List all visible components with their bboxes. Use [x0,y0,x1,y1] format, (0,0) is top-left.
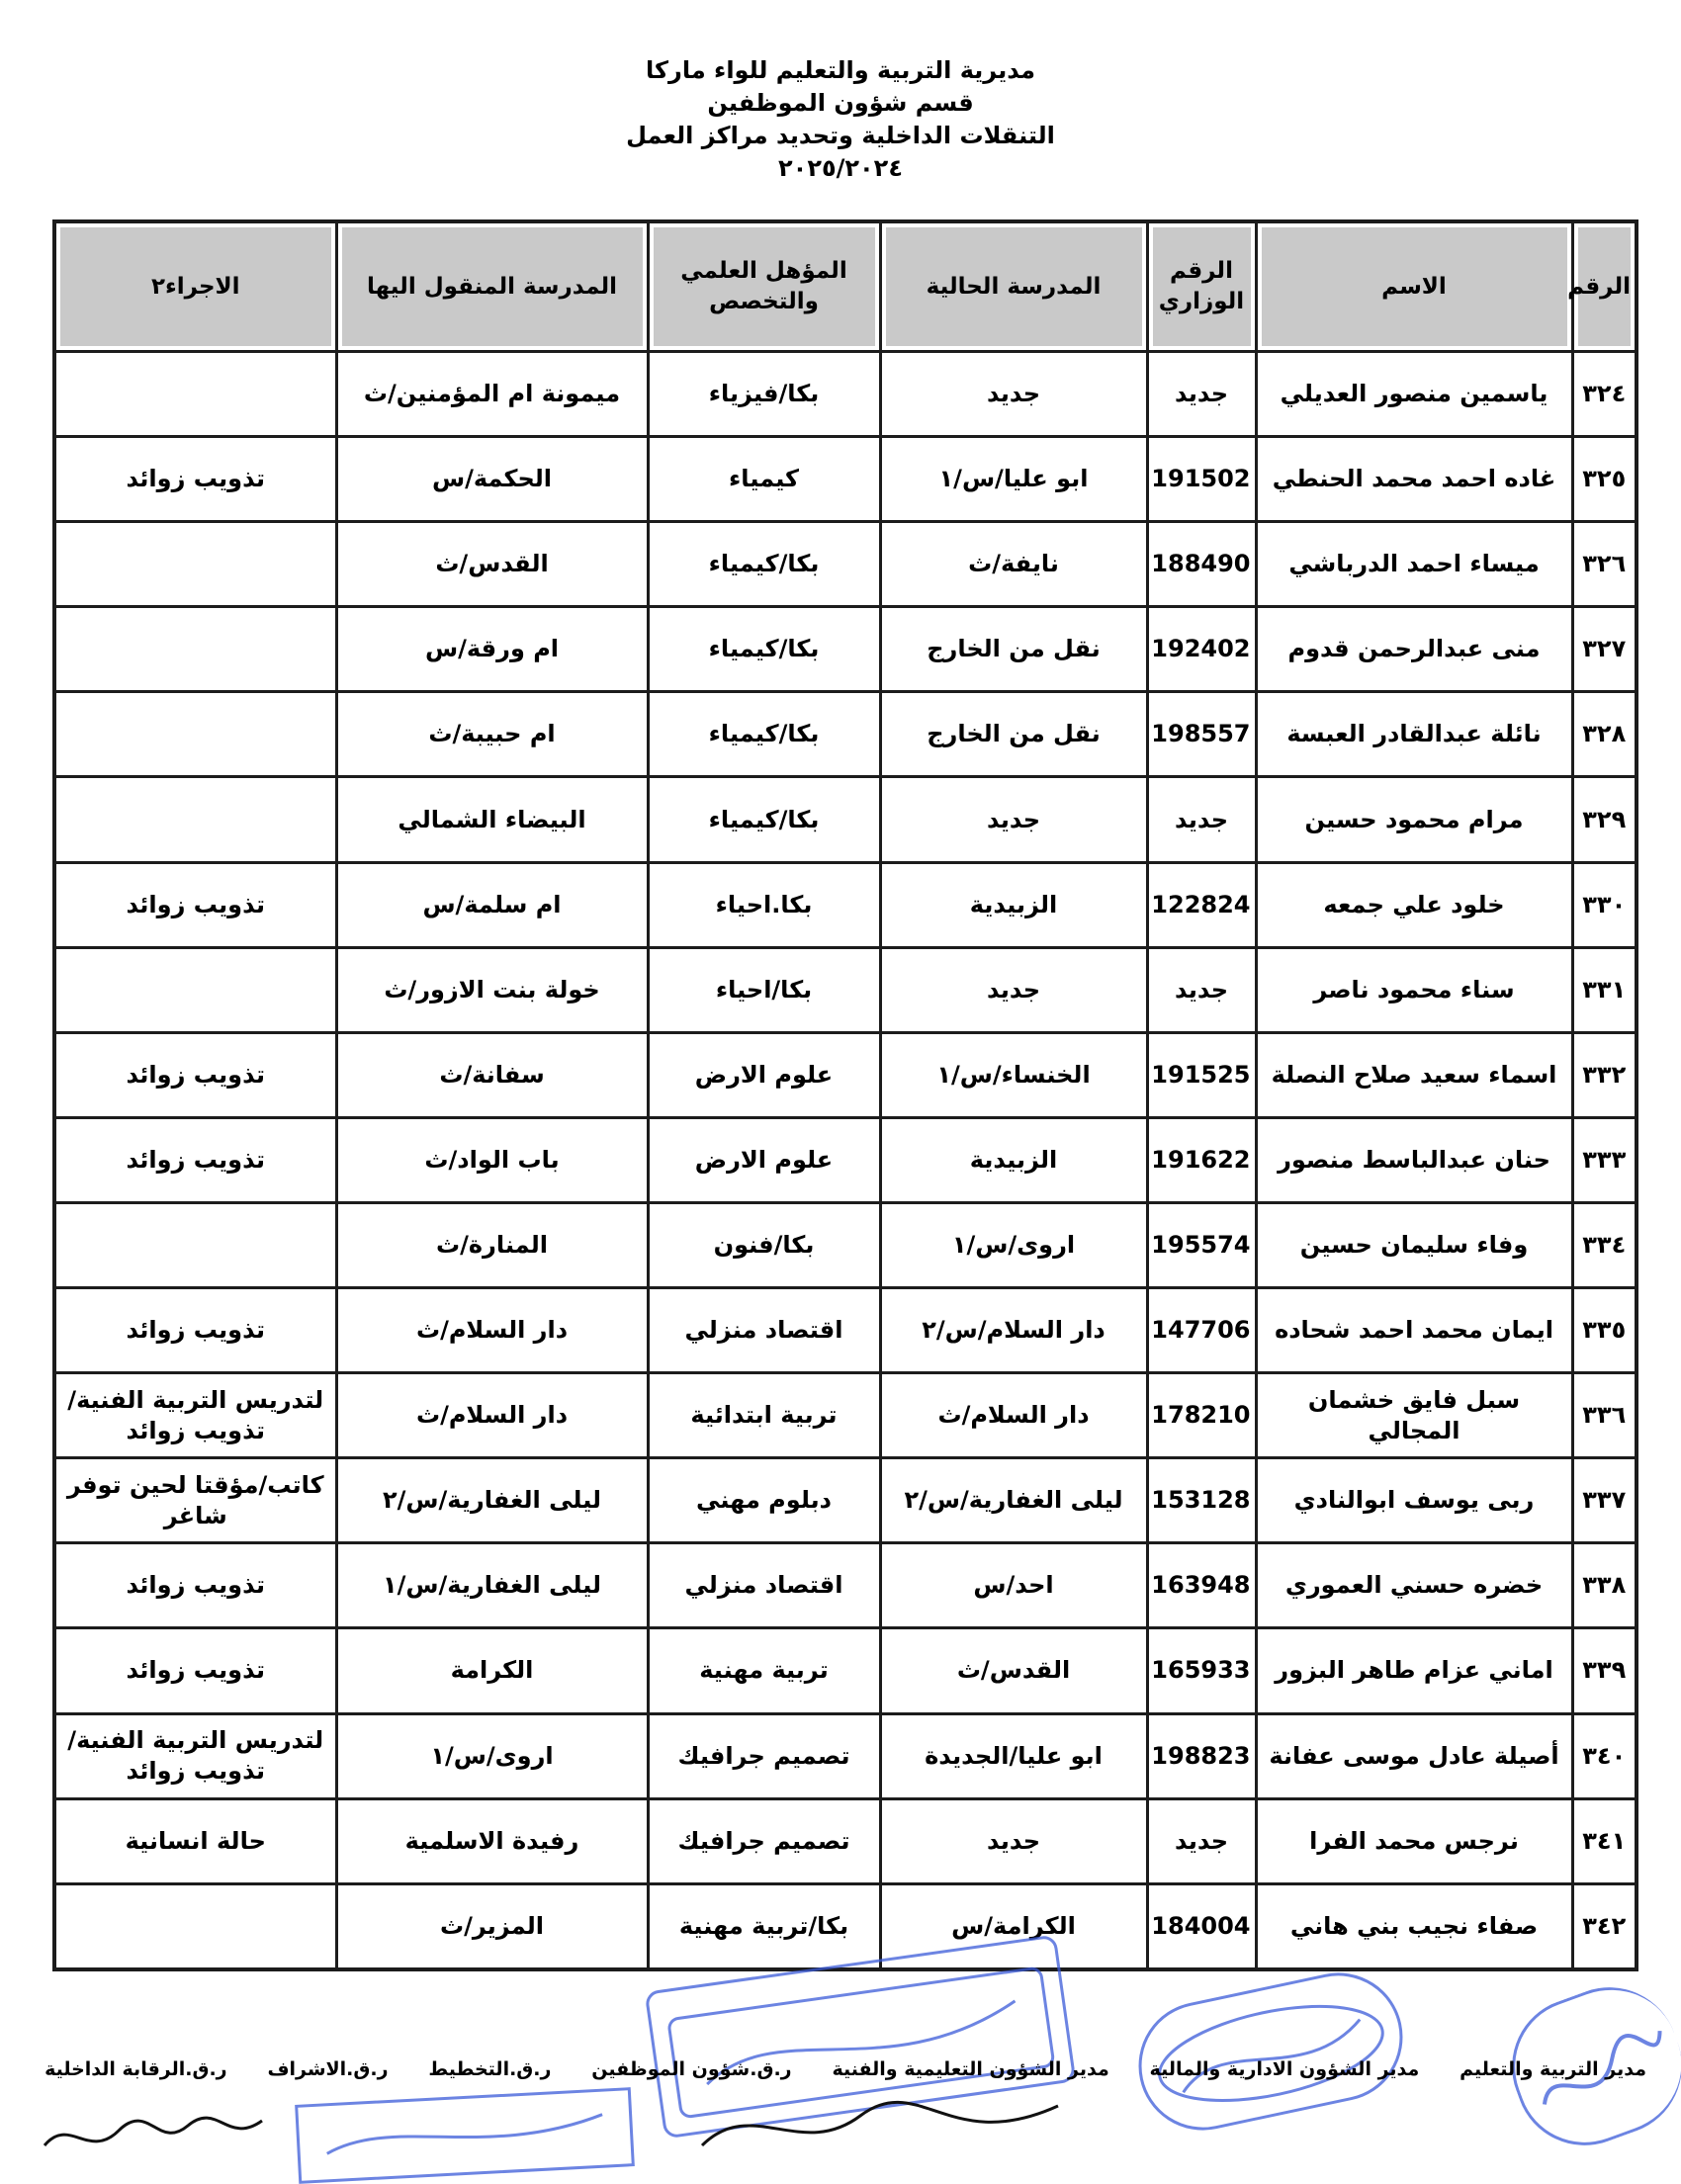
cell-current-school: نقل من الخارج [880,692,1147,777]
header-ministry-no: الرقم الوزاري [1147,221,1256,352]
cell-action: كاتب/مؤقتا لحين توفر شاغر [54,1458,336,1543]
table-row [54,1117,1637,1202]
cell-name: ايمان محمد احمد شحاده [1256,1288,1572,1373]
cell-ministry-no: 191525 [1147,1032,1256,1117]
cell-current-school: ابو عليا/س/١ [880,437,1147,522]
cell-current-school: القدس/ث [880,1628,1147,1713]
table-row [54,1373,1637,1458]
cell-action: تذويب زوائد [54,1032,336,1117]
cell-action: حالة انسانية [54,1798,336,1883]
cell-action [54,1202,336,1287]
cell-current-school: الخنساء/س/١ [880,1032,1147,1117]
cell-ministry-no: جديد [1147,947,1256,1032]
cell-name: اسماء سعيد صلاح النصلة [1256,1032,1572,1117]
cell-num: ٣٢٩ [1572,777,1637,862]
cell-qualification: اقتصاد منزلي [648,1543,880,1628]
cell-name: خضره حسني العموري [1256,1543,1572,1628]
cell-num: ٣٣٧ [1572,1458,1637,1543]
cell-num: ٣٣٣ [1572,1117,1637,1202]
cell-action [54,522,336,607]
academic-year: ٢٠٢٥/٢٠٢٤ [778,154,903,182]
cell-target-school: البيضاء الشمالي [336,777,648,862]
cell-num: ٣٣٨ [1572,1543,1637,1628]
cell-name: سبل فايق خشمان المجالي [1256,1373,1572,1458]
cell-current-school: جديد [880,1798,1147,1883]
header-num: الرقم [1572,221,1637,352]
cell-name: منى عبدالرحمن قدوم [1256,607,1572,692]
cell-current-school: احد/س [880,1543,1147,1628]
cell-name: نرجس محمد الفرا [1256,1798,1572,1883]
cell-action: لتدريس التربية الفنية/تذويب زوائد [54,1373,336,1458]
table-row [54,522,1637,607]
signature-director: مدير التربية والتعليم [1460,2058,1646,2080]
cell-name: حنان عبدالباسط منصور [1256,1117,1572,1202]
handwritten-signature-icon [40,2106,267,2165]
cell-qualification: بكا.احياء [648,862,880,947]
signatures-row [44,2058,1646,2080]
cell-ministry-no: 178210 [1147,1373,1256,1458]
cell-action: تذويب زوائد [54,1628,336,1713]
cell-ministry-no: جديد [1147,352,1256,437]
cell-qualification: بكا/كيمياء [648,607,880,692]
cell-num: ٣٤١ [1572,1798,1637,1883]
header-name: الاسم [1256,221,1572,352]
cell-action [54,777,336,862]
signature-planning: ر.ق.التخطيط [428,2058,552,2080]
table-row [54,1032,1637,1117]
cell-target-school: ام حبيبة/ث [336,692,648,777]
transfers-table [52,219,1638,1971]
cell-num: ٣٣٩ [1572,1628,1637,1713]
cell-qualification: تربية ابتدائية [648,1373,880,1458]
cell-name: ميساء احمد الدرباشي [1256,522,1572,607]
cell-qualification: تربية مهنية [648,1628,880,1713]
cell-current-school: الزبيدية [880,1117,1147,1202]
cell-target-school: ميمونة ام المؤمنين/ث [336,352,648,437]
cell-qualification: بكا/كيمياء [648,777,880,862]
cell-target-school: القدس/ث [336,522,648,607]
cell-target-school: المنارة/ث [336,1202,648,1287]
table-row [54,352,1637,437]
cell-ministry-no: 153128 [1147,1458,1256,1543]
table-row [54,1543,1637,1628]
directorate-title: مديرية التربية والتعليم للواء ماركا [646,56,1035,84]
table-row [54,692,1637,777]
cell-num: ٣٢٤ [1572,352,1637,437]
cell-current-school: دار السلام/س/٢ [880,1288,1147,1373]
table-row [54,437,1637,522]
cell-name: سناء محمود ناصر [1256,947,1572,1032]
cell-ministry-no: 147706 [1147,1288,1256,1373]
table-header-row [54,221,1637,352]
cell-target-school: خولة بنت الازور/ث [336,947,648,1032]
cell-num: ٣٤٠ [1572,1713,1637,1798]
cell-action [54,607,336,692]
cell-name: أصيلة عادل موسى عفانة [1256,1713,1572,1798]
cell-num: ٣٣٤ [1572,1202,1637,1287]
cell-num: ٣٣٠ [1572,862,1637,947]
cell-num: ٣٢٨ [1572,692,1637,777]
document-header [0,54,1681,185]
cell-ministry-no: 198823 [1147,1713,1256,1798]
table-row [54,862,1637,947]
cell-qualification: تصميم جرافيك [648,1713,880,1798]
table-row [54,1883,1637,1969]
cell-target-school: سفانة/ث [336,1032,648,1117]
cell-ministry-no: 122824 [1147,862,1256,947]
cell-name: اماني عزام طاهر البزور [1256,1628,1572,1713]
cell-qualification: بكا/كيمياء [648,692,880,777]
cell-ministry-no: 191622 [1147,1117,1256,1202]
table-row [54,1628,1637,1713]
table-row [54,1713,1637,1798]
table-row [54,947,1637,1032]
signature-personnel: ر.ق.شؤون الموظفين [591,2058,792,2080]
signature-supervision: ر.ق.الاشراف [267,2058,389,2080]
header-target-school: المدرسة المنقول اليها [336,221,648,352]
cell-current-school: الكرامة/س [880,1883,1147,1969]
cell-name: نائلة عبدالقادر العبسة [1256,692,1572,777]
table-row [54,607,1637,692]
cell-target-school: ليلى الغفارية/س/٢ [336,1458,648,1543]
cell-num: ٣٣٦ [1572,1373,1637,1458]
cell-current-school: اروى/س/١ [880,1202,1147,1287]
cell-name: وفاء سليمان حسين [1256,1202,1572,1287]
cell-action: تذويب زوائد [54,1543,336,1628]
cell-target-school: الحكمة/س [336,437,648,522]
cell-qualification: بكا/فنون [648,1202,880,1287]
cell-action: تذويب زوائد [54,862,336,947]
signature-admin-finance: مدير الشؤون الادارية والمالية [1149,2058,1420,2080]
official-stamp [295,2087,635,2184]
table-row [54,777,1637,862]
document-subject: التنقلات الداخلية وتحديد مراكز العمل [626,122,1055,149]
cell-action [54,947,336,1032]
stamp-seal-icon [306,2099,625,2175]
cell-ministry-no: 192402 [1147,607,1256,692]
cell-qualification: دبلوم مهني [648,1458,880,1543]
cell-current-school: الزبيدية [880,862,1147,947]
cell-target-school: ليلى الغفارية/س/١ [336,1543,648,1628]
cell-qualification: علوم الارض [648,1032,880,1117]
cell-target-school: ام سلمة/س [336,862,648,947]
cell-name: غاده احمد محمد الحنطي [1256,437,1572,522]
cell-ministry-no: جديد [1147,777,1256,862]
cell-target-school: الكرامة [336,1628,648,1713]
cell-current-school: جديد [880,777,1147,862]
handwritten-signature-icon [692,2086,1068,2165]
signature-educational-affairs: مدير الشؤون التعليمية والفنية [832,2058,1109,2080]
cell-action: تذويب زوائد [54,1117,336,1202]
cell-current-school: جديد [880,352,1147,437]
cell-ministry-no: 163948 [1147,1543,1256,1628]
cell-qualification: علوم الارض [648,1117,880,1202]
cell-action [54,692,336,777]
cell-name: ياسمين منصور العديلي [1256,352,1572,437]
cell-action [54,1883,336,1969]
cell-current-school: نايفة/ث [880,522,1147,607]
table-row [54,1288,1637,1373]
cell-ministry-no: جديد [1147,1798,1256,1883]
cell-ministry-no: 188490 [1147,522,1256,607]
header-action: الاجراء٢ [54,221,336,352]
cell-name: ربى يوسف ابوالنادي [1256,1458,1572,1543]
cell-current-school: ابو عليا/الجديدة [880,1713,1147,1798]
cell-action: تذويب زوائد [54,1288,336,1373]
cell-name: خلود علي جمعه [1256,862,1572,947]
cell-action: تذويب زوائد [54,437,336,522]
cell-qualification: بكا/تربية مهنية [648,1883,880,1969]
department-title: قسم شؤون الموظفين [707,89,974,117]
cell-name: صفاء نجيب بني هاني [1256,1883,1572,1969]
cell-target-school: باب الواد/ث [336,1117,648,1202]
cell-target-school: المزير/ث [336,1883,648,1969]
cell-current-school: دار السلام/ث [880,1373,1147,1458]
cell-qualification: تصميم جرافيك [648,1798,880,1883]
cell-num: ٣٢٦ [1572,522,1637,607]
cell-qualification: اقتصاد منزلي [648,1288,880,1373]
cell-target-school: دار السلام/ث [336,1373,648,1458]
official-stamp [1126,1961,1414,2141]
cell-action: لتدريس التربية الفنية/تذويب زوائد [54,1713,336,1798]
header-qualification: المؤهل العلمي والتخصص [648,221,880,352]
table-row [54,1798,1637,1883]
cell-action [54,352,336,437]
cell-qualification: بكا/فيزياء [648,352,880,437]
cell-ministry-no: 195574 [1147,1202,1256,1287]
cell-current-school: جديد [880,947,1147,1032]
cell-qualification: بكا/احياء [648,947,880,1032]
table-row [54,1458,1637,1543]
cell-name: مرام محمود حسين [1256,777,1572,862]
cell-qualification: بكا/كيمياء [648,522,880,607]
table-row [54,1202,1637,1287]
cell-current-school: ليلى الغفارية/س/٢ [880,1458,1147,1543]
cell-current-school: نقل من الخارج [880,607,1147,692]
cell-target-school: ام ورقة/س [336,607,648,692]
cell-num: ٣٣١ [1572,947,1637,1032]
cell-ministry-no: 165933 [1147,1628,1256,1713]
cell-num: ٣٣٥ [1572,1288,1637,1373]
cell-qualification: كيمياء [648,437,880,522]
stamp-seal-icon [1140,1979,1402,2128]
cell-ministry-no: 191502 [1147,437,1256,522]
cell-target-school: رفيدة الاسلمية [336,1798,648,1883]
cell-num: ٣٢٥ [1572,437,1637,522]
cell-target-school: دار السلام/ث [336,1288,648,1373]
signature-internal-audit: ر.ق.الرقابة الداخلية [44,2058,227,2080]
header-current-school: المدرسة الحالية [880,221,1147,352]
cell-ministry-no: 184004 [1147,1883,1256,1969]
cell-target-school: اروى/س/١ [336,1713,648,1798]
cell-num: ٣٣٢ [1572,1032,1637,1117]
cell-num: ٣٢٧ [1572,607,1637,692]
cell-ministry-no: 198557 [1147,692,1256,777]
cell-num: ٣٤٢ [1572,1883,1637,1969]
